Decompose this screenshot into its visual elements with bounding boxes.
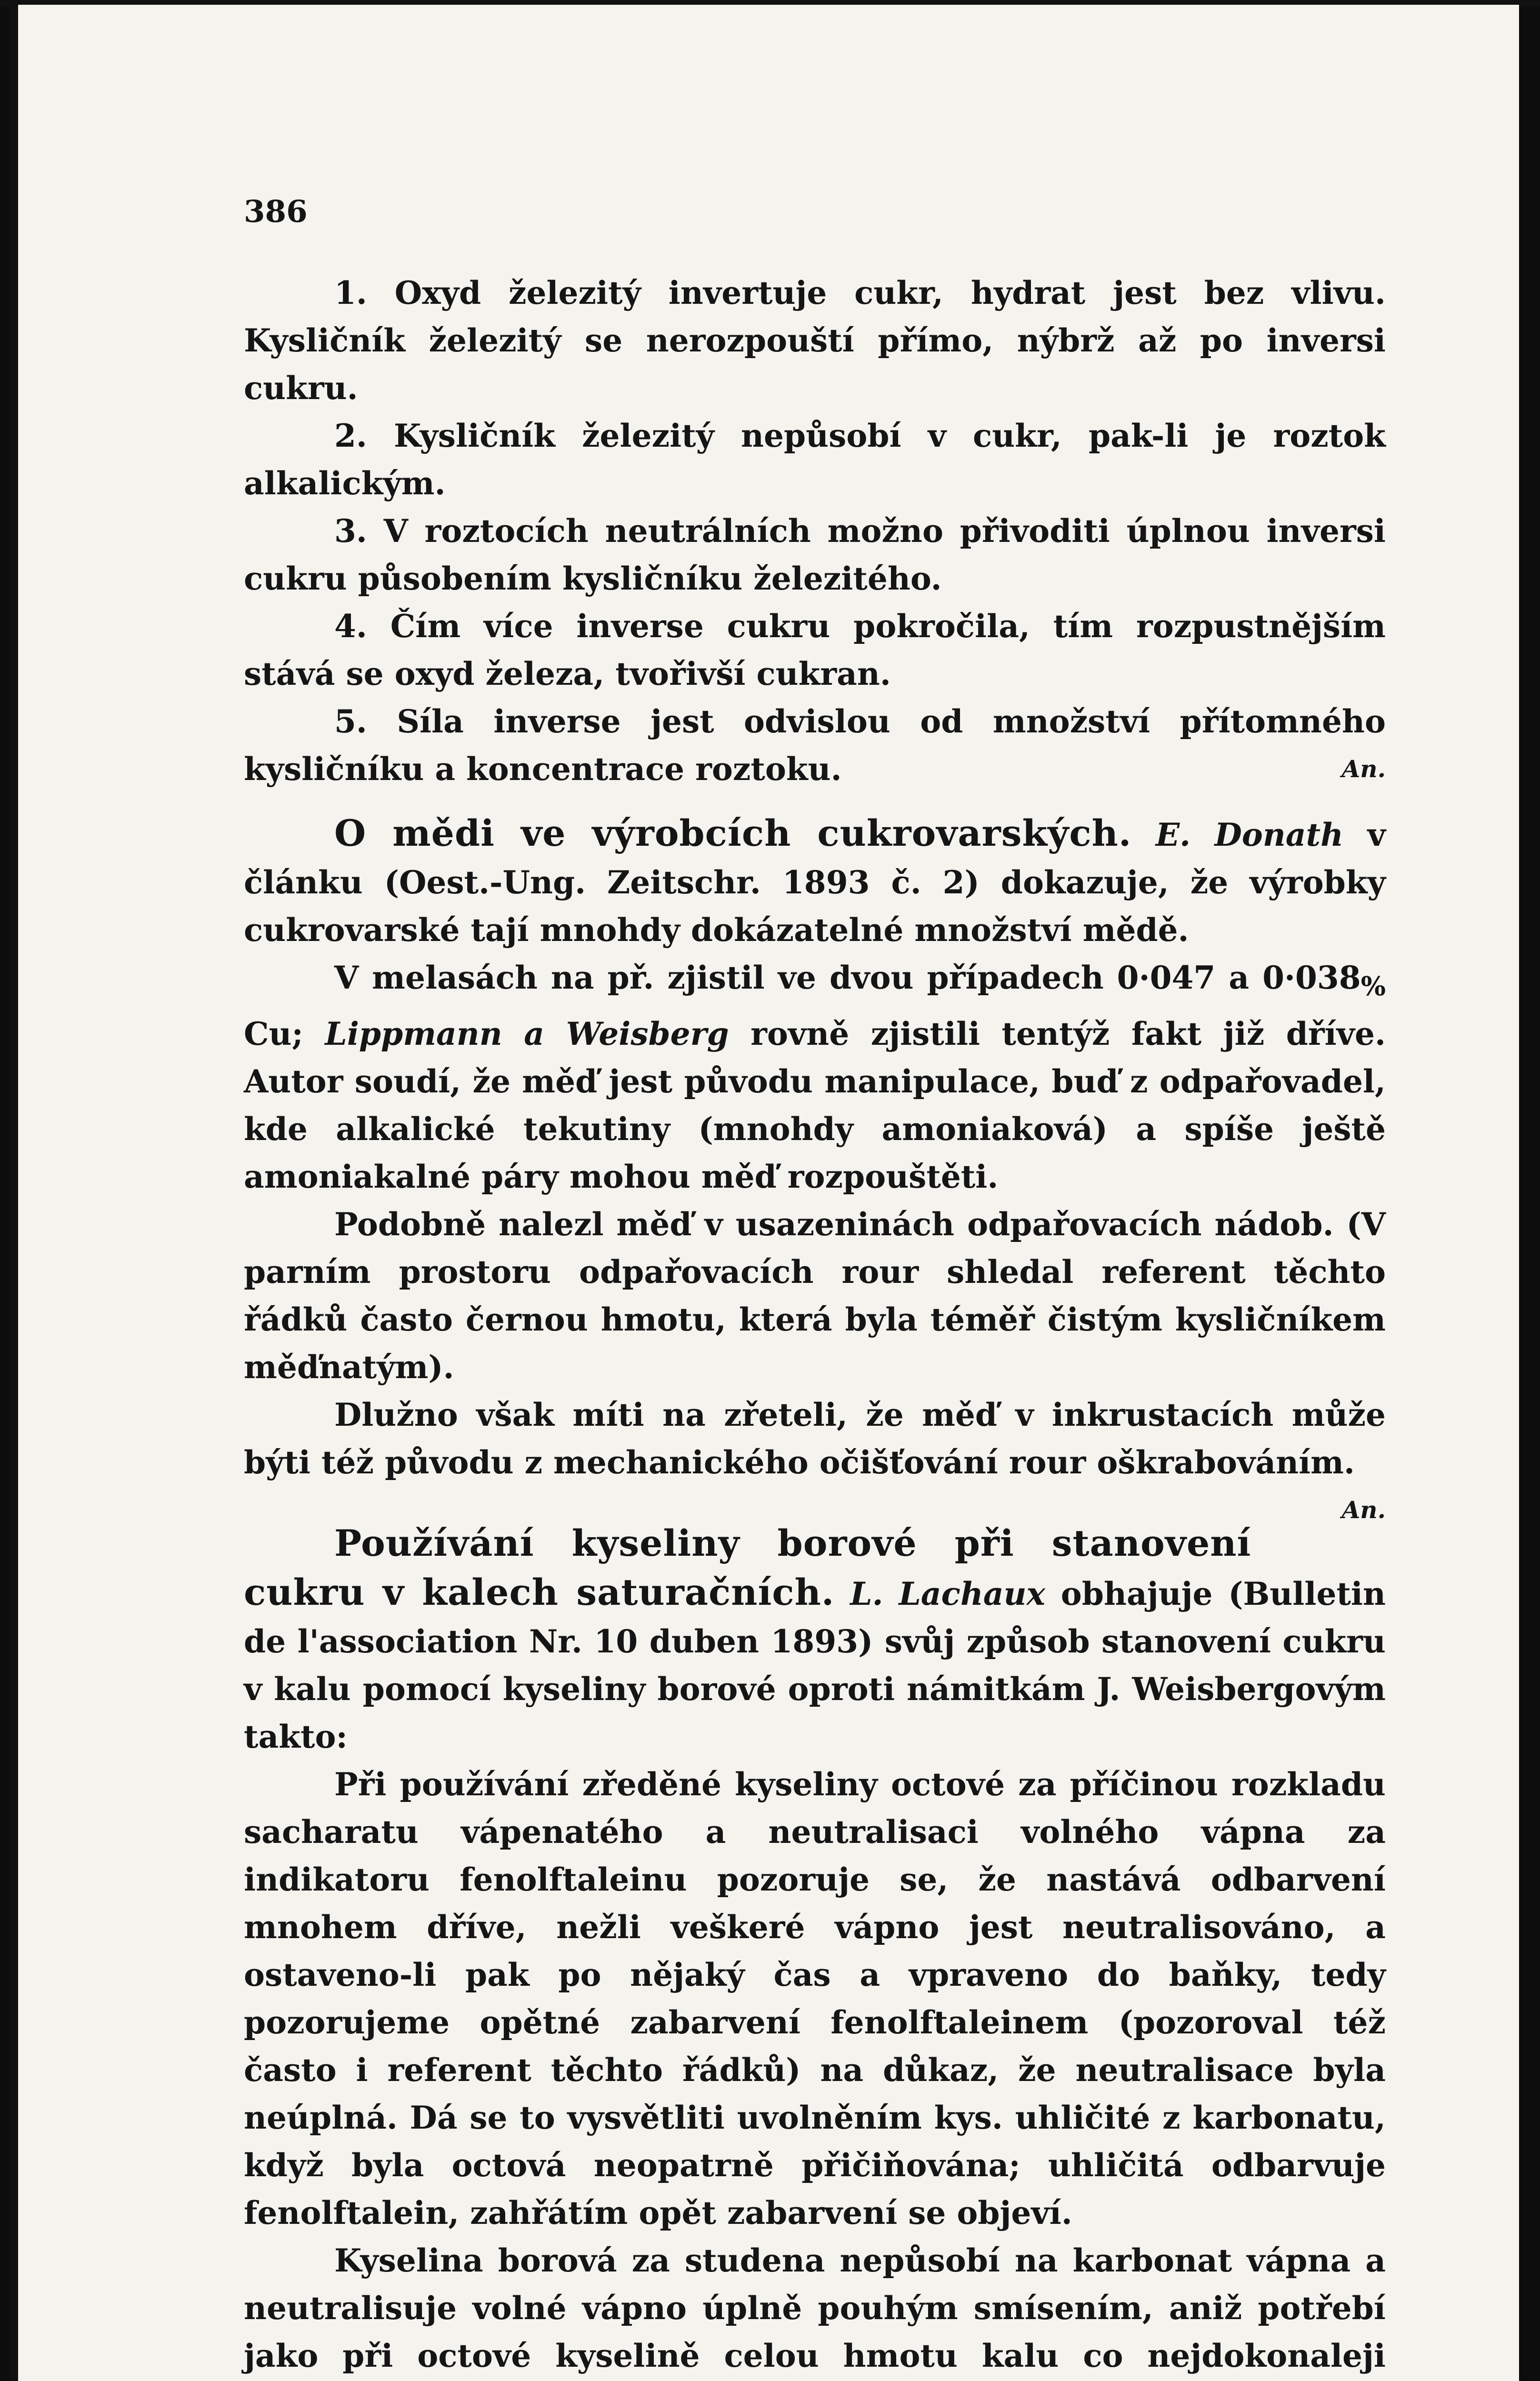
section-iron-oxide — [244, 269, 1386, 793]
paragraph-text: Kyselina borová za studena nepůsobí na karbonat vápna a neutralisuje volné vápno úplně pouhým smísením, aniž potřebí jako při octové kyselině celou hmotu kalu co nejdokonaleji — [244, 2242, 1386, 2375]
section-copper — [244, 810, 1386, 1524]
author: L. Lachaux — [850, 1575, 1045, 1613]
paragraph: Podobně nalezl měď v usazeninách odpařovacích nádob. (V parním prostoru odpařovacích rour shledal referent těchto řádků často černou hmotu, která byla téměř čistým kysličníkem měďnatým). — [244, 1206, 1386, 1386]
section-intro — [244, 810, 1386, 954]
page-body — [244, 188, 1386, 2381]
page-number: 386 — [244, 194, 308, 230]
percent-sign: % — [1360, 970, 1386, 1002]
list-item — [244, 698, 1386, 793]
author: E. Donath — [1155, 816, 1344, 853]
cited-authors: Lippmann a Weisberg — [325, 1015, 729, 1053]
list-item-text: 5. Síla inverse jest odvislou od množství přítomného kysličníku a koncentrace roztoku. — [244, 703, 1386, 788]
list-item: 4. Čím více inverse cukru pokročila, tím rozpustnějším stává se oxyd železa, tvořivší cukran. — [244, 608, 1386, 692]
intro-text: obhajuje (Bulletin de l'association Nr. 10 duben 1893) svůj způsob stanovení cukru v kalu pomocí kyseliny borové oproti námitkám J. Weisbergovým takto: — [244, 1575, 1386, 1756]
signature: An. — [1341, 1496, 1386, 1524]
paragraph-text: rovně zjistili tentýž fakt již dříve. Autor soudí, že měď jest původu manipulace, buď z odpařovadel, kde alkalické tekutiny (mnohdy amoniaková) a spíše ještě amoniakalné páry mohou měď rozpouštěti. — [244, 1015, 1386, 1196]
paragraph-text: Cu; — [244, 1015, 303, 1053]
paragraph-text: Dlužno však míti na zřeteli, že měď v inkrustacích může býti též původu z mechanického očišťování rour oškrabováním. — [244, 1396, 1386, 1481]
list-item: 3. V roztocích neutrálních možno přivoditi úplnou inversi cukru působením kysličníku železitého. — [244, 512, 1386, 597]
section-heading: O mědi ve výrobcích cukrovarských. — [334, 812, 1132, 854]
list-item: 1. Oxyd železitý invertuje cukr, hydrat jest bez vlivu. Kysličník železitý se nerozpouští přímo, nýbrž až po inversi cukru. — [244, 274, 1386, 407]
scan-edge-left — [10, 0, 18, 2381]
intro-text: v článku (Oest.-Ung. Zeitschr. 1893 č. 2) dokazuje, že výrobky cukrovarské tají mnohdy dokázatelné množství mědě. — [244, 816, 1386, 949]
paragraph: Při používání zředěné kyseliny octové za příčinou rozkladu sacharatu vápenatého a neutralisaci volného vápna za indikatoru fenolftaleinu pozoruje se, že nastává odbarvení mnohem dříve, nežli veškeré vápno jest neutralisováno, a ostaveno-li pak po nějaký čas a vpraveno do baňky, tedy pozorujeme opětné zabarvení fenolftaleinem (pozoroval též často i referent těchto řádků) na důkaz, že neutralisace byla neúplná. Dá se to vysvětliti uvolněním kys. uhličité z karbonatu, když byla octová neopatrně přičiňována; uhličitá odbarvuje fenolftalein, zahřátím opět zabarvení se objeví. — [244, 1766, 1386, 2232]
list-item: 2. Kysličník železitý nepůsobí v cukr, pak-li je roztok alkalickým. — [244, 417, 1386, 502]
paragraph — [244, 954, 1386, 1201]
paragraph — [244, 2237, 1386, 2381]
signature: An. — [1341, 755, 1386, 783]
section-intro — [244, 1520, 1386, 1761]
paragraph — [244, 1391, 1386, 1524]
section-boric-acid — [244, 1520, 1386, 2381]
paragraph-text: V melasách na př. zjistil ve dvou případech 0·047 a 0·038 — [334, 959, 1361, 996]
section-heading: Používání kyseliny borové při stanovení cukru v kalech saturačních. — [244, 1522, 1251, 1614]
